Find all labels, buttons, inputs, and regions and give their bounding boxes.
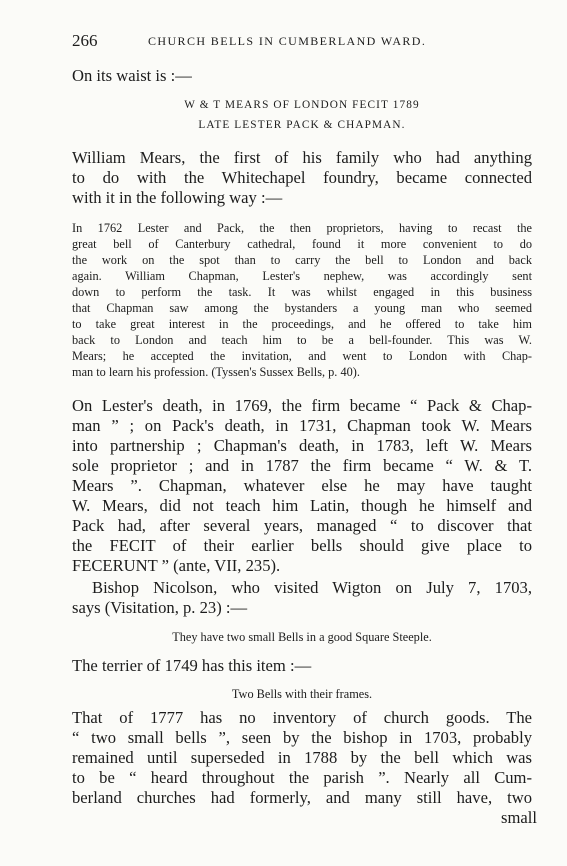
body-line: On Lester's death, in 1769, the firm became “ Pack & Chap- bbox=[72, 396, 532, 415]
quote-line: Mears; he accepted the invitation, and went to London with Chap- bbox=[72, 349, 532, 363]
body-line: FECERUNT ” (ante, VII, 235). bbox=[72, 556, 281, 575]
body-line: the FECIT of their earlier bells should give place to bbox=[72, 536, 532, 555]
body-line: Mears ”. Chapman, whatever else he may have taught bbox=[72, 476, 532, 495]
page-number: 266 bbox=[72, 31, 98, 50]
body-line: to be “ heard throughout the parish ”. Nearly all Cum- bbox=[72, 768, 532, 787]
body-line: sole proprietor ; and in 1787 the firm became “ W. & T. bbox=[72, 456, 532, 475]
quote-line: Two Bells with their frames. bbox=[231, 687, 373, 701]
body-line: Bishop Nicolson, who visited Wigton on July 7, 1703, bbox=[92, 578, 532, 597]
quote-line: They have two small Bells in a good Square Steeple. bbox=[172, 630, 432, 644]
body-line: Pack had, after several years, managed “ to discover that bbox=[72, 516, 532, 535]
body-line: William Mears, the first of his family who had anything bbox=[72, 148, 532, 167]
inscription-line: W & T MEARS OF LONDON FECIT 1789 bbox=[184, 99, 420, 111]
quote-line: that Chapman saw among the bystanders a young man who seemed bbox=[72, 301, 532, 315]
body-line: That of 1777 has no inventory of church goods. The bbox=[72, 708, 532, 727]
body-line: The terrier of 1749 has this item :— bbox=[72, 656, 312, 675]
body-line: On its waist is :— bbox=[72, 66, 192, 85]
quote-line: again. William Chapman, Lester's nephew, was accordingly sent bbox=[72, 269, 532, 283]
quote-line: back to London and teach him to be a bell-founder. This was W. bbox=[72, 333, 532, 347]
quote-line: to take great interest in the proceedings, and he offered to take him bbox=[72, 317, 532, 331]
quote-line: man to learn his profession. (Tyssen's Sussex Bells, p. 40). bbox=[72, 365, 360, 379]
running-head: CHURCH BELLS IN CUMBERLAND WARD. bbox=[148, 34, 427, 48]
catchword: small bbox=[501, 808, 537, 827]
body-line: man ” ; on Pack's death, in 1731, Chapman took W. Mears bbox=[72, 416, 532, 435]
quote-line: great bell of Canterbury cathedral, found it more convenient to do bbox=[72, 237, 532, 251]
quote-line: down to perform the task. It was whilst engaged in this business bbox=[72, 285, 532, 299]
body-line: says (Visitation, p. 23) :— bbox=[72, 598, 248, 617]
page-header bbox=[72, 31, 532, 51]
body-line: to do with the Whitechapel foundry, became connected bbox=[72, 168, 532, 187]
inscription-line: LATE LESTER PACK & CHAPMAN. bbox=[198, 119, 406, 131]
quote-line: the work on the spot than to carry the bell to London and back bbox=[72, 253, 532, 267]
body-line: W. Mears, did not teach him Latin, though he himself and bbox=[72, 496, 532, 515]
body-line: berland churches had formerly, and many still have, two bbox=[72, 788, 532, 807]
body-line: into partnership ; Chapman's death, in 1783, left W. Mears bbox=[72, 436, 532, 455]
quote-line: In 1762 Lester and Pack, the then proprietors, having to recast the bbox=[72, 221, 532, 235]
body-line: “ two small bells ”, seen by the bishop in 1703, probably bbox=[72, 728, 532, 747]
body-line: with it in the following way :— bbox=[72, 188, 283, 207]
body-line: remained until superseded in 1788 by the bell which was bbox=[72, 748, 532, 767]
